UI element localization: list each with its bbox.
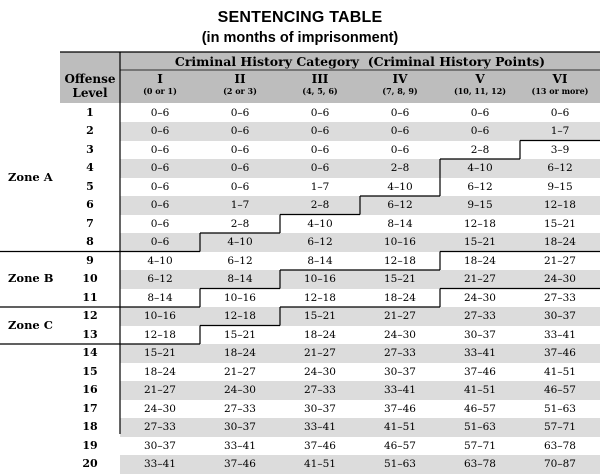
table-cell: 6–12 (307, 236, 333, 248)
column-header-5 (440, 72, 520, 96)
column-header-2 (200, 72, 280, 96)
table-cell: 24–30 (144, 402, 176, 415)
column-header-1 (120, 72, 200, 96)
table-cell: 30–37 (224, 421, 256, 433)
table-cell: 46–57 (384, 439, 416, 452)
category-roman: II (234, 72, 246, 86)
offense-level-13: 13 (82, 327, 98, 341)
table-cell: 0–6 (470, 106, 490, 119)
table-cell: 21–27 (144, 384, 176, 396)
category-roman: IV (392, 72, 408, 86)
table-cell: 24–30 (304, 365, 336, 378)
offense-level-19: 19 (82, 438, 98, 452)
offense-level-12: 12 (82, 309, 98, 322)
table-cell: 24–30 (464, 291, 496, 304)
offense-level-16: 16 (82, 383, 98, 396)
offense-label: Offense (64, 72, 116, 86)
table-cell: 0–6 (390, 125, 410, 137)
table-cell: 21–27 (464, 273, 496, 285)
table-cell: 33–41 (144, 458, 176, 470)
table-cell: 15–21 (384, 273, 416, 285)
table-cell: 37–46 (224, 458, 256, 470)
table-cell: 0–6 (150, 236, 170, 248)
table-cell: 41–51 (464, 384, 496, 396)
table-cell: 0–6 (470, 125, 490, 137)
table-cell: 0–6 (310, 162, 330, 174)
table-cell: 30–37 (144, 439, 176, 452)
table-cell: 12–18 (384, 254, 416, 267)
table-cell: 18–24 (464, 254, 496, 267)
page-subtitle: (in months of imprisonment) (201, 30, 399, 46)
table-cell: 41–51 (544, 365, 576, 378)
category-points: (7, 8, 9) (382, 86, 418, 96)
table-cell: 6–12 (387, 199, 413, 211)
table-cell: 12–18 (144, 328, 176, 341)
table-cell: 8–14 (227, 273, 253, 285)
zone-label-2: Zone B (8, 271, 54, 286)
offense-level-8: 8 (86, 235, 94, 248)
offense-level-6: 6 (86, 198, 94, 211)
table-cell: 1–7 (310, 180, 330, 193)
table-cell: 6–12 (547, 162, 573, 174)
table-cell: 10–16 (224, 291, 256, 304)
category-roman: VI (552, 72, 568, 86)
category-roman: I (157, 72, 163, 86)
offense-level-14: 14 (82, 346, 98, 359)
offense-level-header (60, 72, 120, 100)
table-cell: 37–46 (464, 365, 496, 378)
table-cell: 0–6 (230, 162, 250, 174)
table-cell: 0–6 (390, 106, 410, 119)
table-cell: 57–71 (544, 421, 576, 433)
table-cell: 0–6 (310, 106, 330, 119)
table-cell: 0–6 (310, 125, 330, 137)
table-cell: 0–6 (310, 143, 330, 156)
table-cell: 57–71 (464, 439, 496, 452)
table-cell: 8–14 (307, 254, 333, 267)
offense-level-5: 5 (86, 179, 94, 193)
category-points: (10, 11, 12) (453, 86, 507, 96)
table-cell: 27–33 (224, 402, 256, 415)
page-title: SENTENCING TABLE (217, 9, 383, 26)
table-cell: 2–8 (310, 199, 330, 211)
offense-level-18: 18 (82, 420, 98, 433)
table-cell: 51–63 (464, 421, 496, 433)
table-cell: 33–41 (544, 328, 576, 341)
table-cell: 6–12 (147, 273, 173, 285)
table-cell: 33–41 (304, 421, 336, 433)
offense-level-15: 15 (82, 364, 98, 378)
offense-level-17: 17 (82, 401, 98, 415)
table-cell: 15–21 (464, 236, 496, 248)
level-label: Level (72, 86, 108, 100)
table-cell: 0–6 (150, 217, 170, 230)
table-cell: 12–18 (544, 199, 576, 211)
table-cell: 6–12 (227, 254, 253, 267)
table-cell: 21–27 (304, 347, 336, 359)
table-cell: 15–21 (544, 217, 576, 230)
table-cell: 0–6 (230, 125, 250, 137)
offense-level-9: 9 (86, 253, 94, 267)
table-cell: 1–7 (230, 199, 250, 211)
table-cell: 2–8 (470, 143, 490, 156)
table-cell: 0–6 (230, 106, 250, 119)
table-cell: 0–6 (230, 143, 250, 156)
table-cell: 0–6 (150, 199, 170, 211)
table-cell: 41–51 (304, 458, 336, 470)
table-cell: 63–78 (544, 439, 576, 452)
table-cell: 0–6 (150, 180, 170, 193)
table-cell: 27–33 (304, 384, 336, 396)
table-cell: 24–30 (224, 384, 256, 396)
table-cell: 1–7 (550, 125, 570, 137)
table-cell: 27–33 (464, 310, 496, 322)
category-points: (0 or 1) (143, 86, 177, 96)
zone-label-1: Zone A (8, 169, 53, 184)
table-cell: 4–10 (227, 236, 253, 248)
offense-level-2: 2 (86, 124, 94, 137)
column-header-6 (520, 72, 600, 96)
table-cell: 63–78 (464, 458, 496, 470)
table-cell: 24–30 (384, 328, 416, 341)
offense-level-20: 20 (82, 457, 98, 470)
table-cell: 30–37 (544, 310, 576, 322)
table-cell: 2–8 (390, 162, 410, 174)
table-cell: 0–6 (150, 143, 170, 156)
offense-level-10: 10 (82, 272, 98, 285)
category-points: (2 or 3) (223, 86, 257, 96)
offense-level-11: 11 (82, 290, 98, 304)
table-cell: 41–51 (384, 421, 416, 433)
table-cell: 0–6 (550, 106, 570, 119)
table-cell: 4–10 (307, 217, 333, 230)
table-cell: 18–24 (544, 236, 576, 248)
table-cell: 15–21 (144, 347, 176, 359)
offense-level-1: 1 (86, 105, 94, 119)
table-cell: 30–37 (304, 402, 336, 415)
table-cell: 4–10 (467, 162, 493, 174)
table-cell: 33–41 (464, 347, 496, 359)
table-cell: 8–14 (147, 291, 173, 304)
table-cell: 0–6 (150, 125, 170, 137)
table-cell: 33–41 (224, 439, 256, 452)
table-cell: 21–27 (224, 365, 256, 378)
table-cell: 9–15 (467, 199, 493, 211)
table-cell: 2–8 (230, 217, 250, 230)
table-cell: 3–9 (550, 143, 570, 156)
table-cell: 15–21 (304, 310, 336, 322)
column-header-4 (360, 72, 440, 96)
offense-level-4: 4 (86, 161, 94, 174)
table-cell: 27–33 (384, 347, 416, 359)
category-points: (13 or more) (531, 86, 589, 96)
table-cell: 70–87 (544, 458, 576, 470)
table-cell: 51–63 (384, 458, 416, 470)
table-cell: 6–12 (467, 180, 493, 193)
table-cell: 18–24 (224, 347, 256, 359)
table-cell: 46–57 (544, 384, 576, 396)
category-title: Criminal History Category (Criminal History Points) (174, 54, 546, 69)
category-roman: V (475, 72, 485, 86)
offense-level-7: 7 (86, 216, 94, 230)
table-cell: 12–18 (224, 310, 256, 322)
table-cell: 37–46 (304, 439, 336, 452)
table-cell: 0–6 (150, 106, 170, 119)
table-cell: 27–33 (544, 291, 576, 304)
table-cell: 27–33 (144, 421, 176, 433)
table-cell: 12–18 (464, 217, 496, 230)
table-cell: 10–16 (304, 273, 336, 285)
table-cell: 0–6 (390, 143, 410, 156)
table-cell: 10–16 (384, 236, 416, 248)
zone-label-3: Zone C (8, 317, 53, 332)
table-cell: 4–10 (387, 180, 413, 193)
table-cell: 10–16 (144, 310, 176, 322)
table-cell: 51–63 (544, 402, 576, 415)
table-cell: 30–37 (464, 328, 496, 341)
table-cell: 18–24 (304, 328, 336, 341)
table-cell: 30–37 (384, 365, 416, 378)
table-cell: 0–6 (150, 162, 170, 174)
table-cell: 15–21 (224, 328, 256, 341)
table-cell: 21–27 (544, 254, 576, 267)
table-cell: 21–27 (384, 310, 416, 322)
table-cell: 24–30 (544, 273, 576, 285)
table-cell: 12–18 (304, 291, 336, 304)
table-cell: 18–24 (144, 365, 176, 378)
category-roman: III (311, 72, 329, 86)
table-cell: 46–57 (464, 402, 496, 415)
table-cell: 18–24 (384, 291, 416, 304)
table-cell: 37–46 (384, 402, 416, 415)
table-cell: 33–41 (384, 384, 416, 396)
table-cell: 37–46 (544, 347, 576, 359)
offense-level-3: 3 (86, 142, 94, 156)
category-points: (4, 5, 6) (302, 86, 338, 96)
column-header-3 (280, 72, 360, 96)
table-cell: 8–14 (387, 217, 413, 230)
table-cell: 9–15 (547, 180, 573, 193)
table-cell: 0–6 (230, 180, 250, 193)
table-cell: 4–10 (147, 254, 173, 267)
